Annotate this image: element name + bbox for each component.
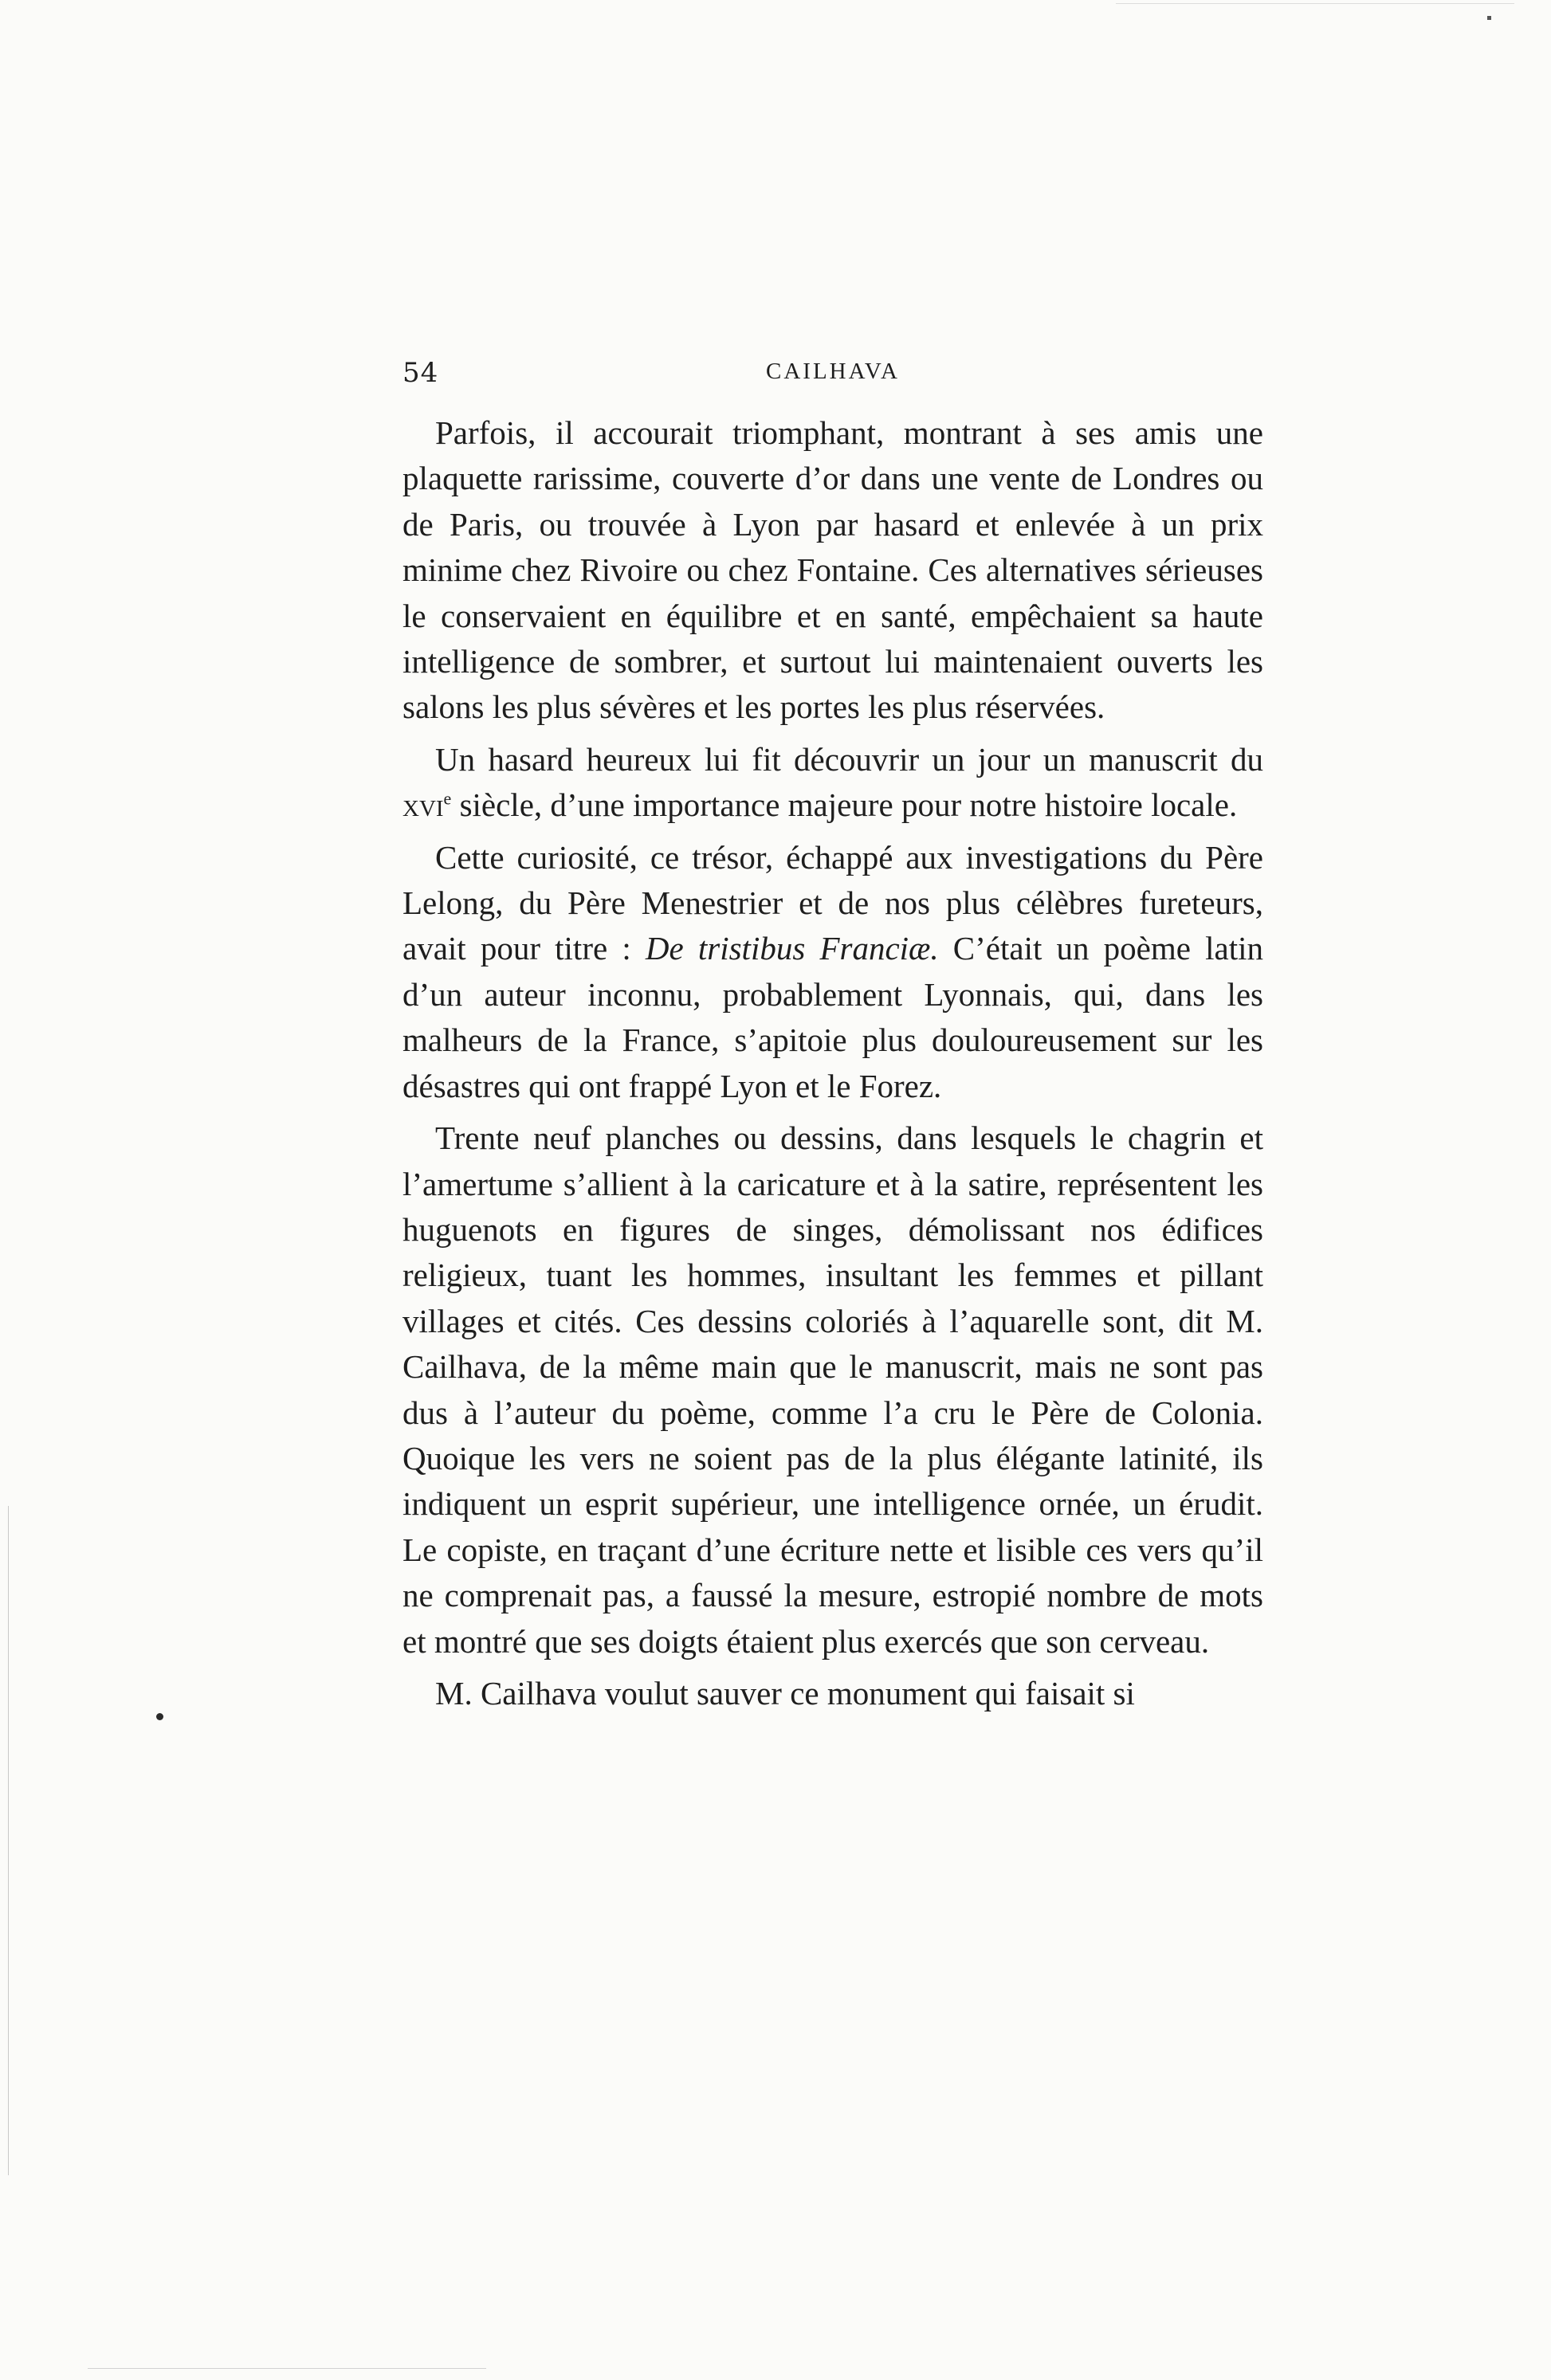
century-suffix: e: [443, 788, 452, 809]
paragraph-2-text-after: siècle, d’une importance majeure pour notre histoire locale.: [451, 786, 1238, 824]
paragraph-4: Trente neuf planches ou dessins, dans lesquels le chagrin et l’amertume s’allient à la caricature et à la satire, représentent les huguenots en figures de singes, démolissant nos édifices religieux, tuant les hommes, insultant les femmes et pillant villages et cités. Ces dessins coloriés à l’aquarelle sont, dit M. Cailhava, de la même main que le manuscrit, mais ne sont pas dus à l’auteur du poème, comme l’a cru le Père de Colonia. Quoique les vers ne soient pas de la plus élégante latinité, ils indiquent un esprit supérieur, une intelligence ornée, un érudit. Le copiste, en traçant d’une écriture nette et lisible ces vers qu’il ne comprenait pas, a faussé la mesure, estropié nombre de mots et montré que ses doigts étaient plus exercés que son cerveau.: [402, 1119, 1263, 1660]
scan-speck: [1487, 16, 1491, 20]
running-title: CAILHAVA: [766, 359, 900, 384]
running-head: [402, 357, 1263, 397]
scan-bottom-line: [88, 2368, 486, 2369]
margin-ink-dot: [156, 1713, 163, 1720]
binding-edge-line: [8, 1506, 9, 2175]
scan-edge-line: [1116, 3, 1514, 4]
body-text: [402, 410, 1263, 1716]
manuscript-title: De tristibus Franciæ.: [645, 930, 939, 967]
paragraph-5: M. Cailhava voulut sauver ce monument qui faisait si: [435, 1674, 1135, 1711]
paragraph-3-text-before: Cette curiosité, ce trésor, échappé aux investigations du Père Lelong, du Père Menestrier et de nos plus célèbres fureteurs, avait pour titre :: [402, 838, 1263, 967]
page-number: 54: [402, 357, 439, 389]
century-numeral: xvi: [402, 786, 444, 824]
paragraph-3: [402, 835, 1263, 1109]
paragraph-2-text-before: Un hasard heureux lui fit découvrir un jour un manuscrit du: [435, 740, 1263, 778]
paragraph-3-text-after: C’était un poème latin d’un auteur inconnu, probablement Lyonnais, qui, dans les malheurs de la France, s’apitoie plus douloureusement sur les désastres qui ont frappé Lyon et le Forez.: [402, 930, 1263, 1104]
paragraph-2: [402, 737, 1263, 829]
paragraph-1: Parfois, il accourait triomphant, montrant à ses amis une plaquette rarissime, couverte d’or dans une vente de Londres ou de Paris, ou trouvée à Lyon par hasard et enlevée à un prix minime chez Rivoire ou chez Fontaine. Ces alternatives sérieuses le conservaient en équilibre et en santé, empêchaient sa haute intelligence de sombrer, et surtout lui maintenaient ouverts les salons les plus sévères et les portes les plus réservées.: [402, 414, 1263, 726]
